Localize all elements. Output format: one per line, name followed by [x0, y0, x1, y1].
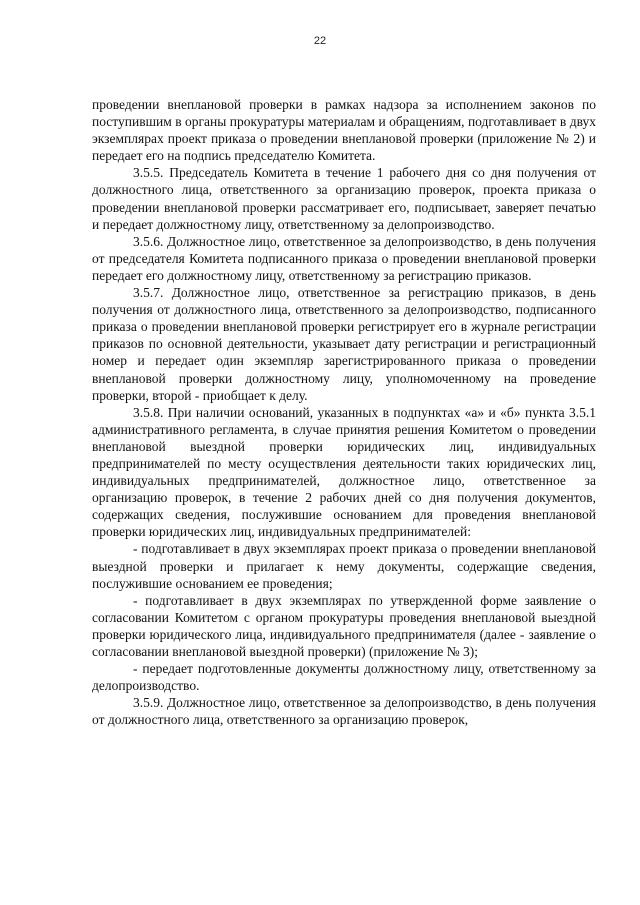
paragraph-3-5-7: 3.5.7. Должностное лицо, ответственное за регистрацию приказов, в день получения от должностного лица, ответственного за делопроизводство, подписанного приказа о проведении внеплановой проверки регистрирует его в журнале регистрации приказов по основной деятельности, указывает дату регистрации и регистрационный номер и передает один экземпляр зарегистрированного приказа о проведении внеплановой проверки должностному лицу, уполномоченному на проведение проверки, второй - приобщает к делу. [92, 285, 596, 403]
list-item-prepare-application: - подготавливает в двух экземплярах по утвержденной форме заявление о согласовании Комитетом с органом прокуратуры проведения внеплановой выездной проверки юридического лица, индивидуального предпринимателя (далее - заявление о согласовании внеплановой выездной проверки) (приложение № 3); [92, 592, 596, 659]
document-body [92, 96, 596, 728]
list-item-prepare-order: - подготавливает в двух экземплярах проект приказа о проведении внеплановой выездной проверки и прилагает к нему документы, содержащие сведения, послужившие основанием ее проведения; [92, 541, 596, 591]
page-number: 22 [313, 35, 327, 47]
paragraph-continuation: проведении внеплановой проверки в рамках надзора за исполнением законов по поступившим в органы прокуратуры материалам и обращениям, подготавливает в двух экземплярах проект приказа о проведении внеплановой проверки (приложение № 2) и передает его на подпись председателю Комитета. [92, 97, 596, 164]
list-item-transfer-documents: - передает подготовленные документы должностному лицу, ответственному за делопроизводство. [92, 661, 596, 694]
paragraph-3-5-5: 3.5.5. Председатель Комитета в течение 1 рабочего дня со дня получения от должностного лица, ответственного за организацию проверок, проекта приказа о проведении внеплановой проверки рассматривает его, подписывает, заверяет печатью и передает должностному лицу, ответственному за делопроизводство. [92, 165, 596, 232]
paragraph-3-5-8: 3.5.8. При наличии оснований, указанных в подпунктах «а» и «б» пункта 3.5.1 административного регламента, в случае принятия решения Комитетом о проведении внеплановой выездной проверки юридических лиц, индивидуальных предпринимателей по месту осуществления деятельности таких юридических лиц, индивидуальных предпринимателей, должностное лицо, ответственное за организацию проверок, в течение 2 рабочих дней со дня получения документов, содержащих сведения, послужившие основанием для проведения внеплановой проверки юридических лиц, индивидуальных предпринимателей: [92, 404, 596, 540]
paragraph-3-5-9: 3.5.9. Должностное лицо, ответственное за делопроизводство, в день получения от должностного лица, ответственного за организацию проверок, [92, 695, 596, 728]
paragraph-3-5-6: 3.5.6. Должностное лицо, ответственное за делопроизводство, в день получения от председателя Комитета подписанного приказа о проведении внеплановой проверки передает его должностному лицу, ответственному за регистрацию приказов. [92, 233, 596, 283]
